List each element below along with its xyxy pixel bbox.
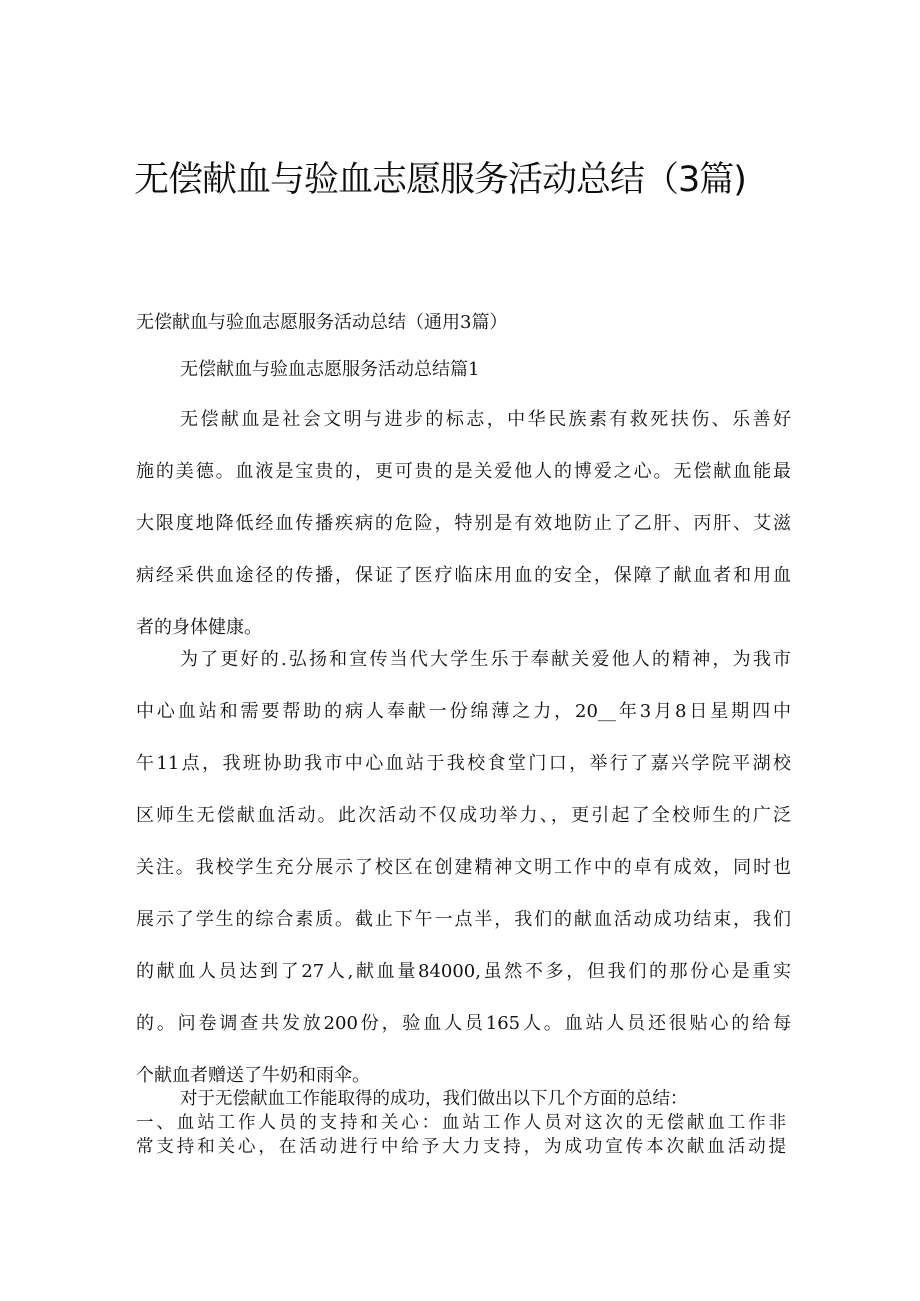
paragraph-line: 个献血者赠送了牛奶和雨伞。 bbox=[136, 1065, 370, 1086]
summary-line: 常支持和关心，在活动进行中给予大力支持，为成功宣传本次献血活动提 bbox=[136, 1137, 786, 1157]
paragraph-line: 展示了学生的综合素质。截止下午一点半，我们的献血活动成功结束，我们 bbox=[136, 909, 791, 930]
paragraph-1 bbox=[136, 394, 791, 654]
paragraph-line: 中心血站和需要帮助的病人奉献一份绵薄之力，20__年3月8日星期四中 bbox=[136, 701, 791, 722]
paragraph-line: 午11点，我班协助我市中心血站于我校食堂门口，举行了嘉兴学院平湖校 bbox=[136, 753, 791, 774]
summary-line: 对于无偿献血工作能取得的成功，我们做出以下几个方面的总结： bbox=[180, 1089, 688, 1109]
paragraph-line: 施的美德。血液是宝贵的，更可贵的是关爱他人的博爱之心。无偿献血能最 bbox=[136, 461, 791, 482]
paragraph-line: 的献血人员达到了27人,献血量84000,虽然不多，但我们的那份心是重实 bbox=[136, 961, 791, 982]
paragraph-2 bbox=[136, 634, 791, 1102]
paragraph-line: 为了更好的.弘扬和宣传当代大学生乐于奉献关爱他人的精神，为我市 bbox=[180, 649, 791, 670]
document-title: 无偿献血与验血志愿服务活动总结（3篇) bbox=[134, 160, 746, 200]
summary-line: 一、血站工作人员的支持和关心：血站工作人员对这次的无偿献血工作非 bbox=[136, 1113, 786, 1133]
paragraph-line: 者的身体健康。 bbox=[136, 617, 262, 638]
paragraph-line: 的。问卷调查共发放200份，验血人员165人。血站人员还很贴心的给每 bbox=[136, 1013, 791, 1034]
section-heading: 无偿献血与验血志愿服务活动总结篇1 bbox=[180, 359, 480, 380]
paragraph-line: 病经采供血途径的传播，保证了医疗临床用血的安全，保障了献血者和用血 bbox=[136, 565, 791, 586]
paragraph-line: 关注。我校学生充分展示了校区在创建精神文明工作中的卓有成效，同时也 bbox=[136, 857, 791, 878]
paragraph-line: 无偿献血是社会文明与进步的标志，中华民族素有救死扶伤、乐善好 bbox=[180, 409, 791, 430]
summary-section bbox=[136, 1087, 786, 1159]
paragraph-line: 大限度地降低经血传播疾病的危险，特别是有效地防止了乙肝、丙肝、艾滋 bbox=[136, 513, 791, 534]
paragraph-line: 区师生无偿献血活动。此次活动不仅成功举力、，更引起了全校师生的广泛 bbox=[136, 805, 791, 826]
document-subtitle: 无偿献血与验血志愿服务活动总结（通用3篇） bbox=[136, 312, 508, 333]
